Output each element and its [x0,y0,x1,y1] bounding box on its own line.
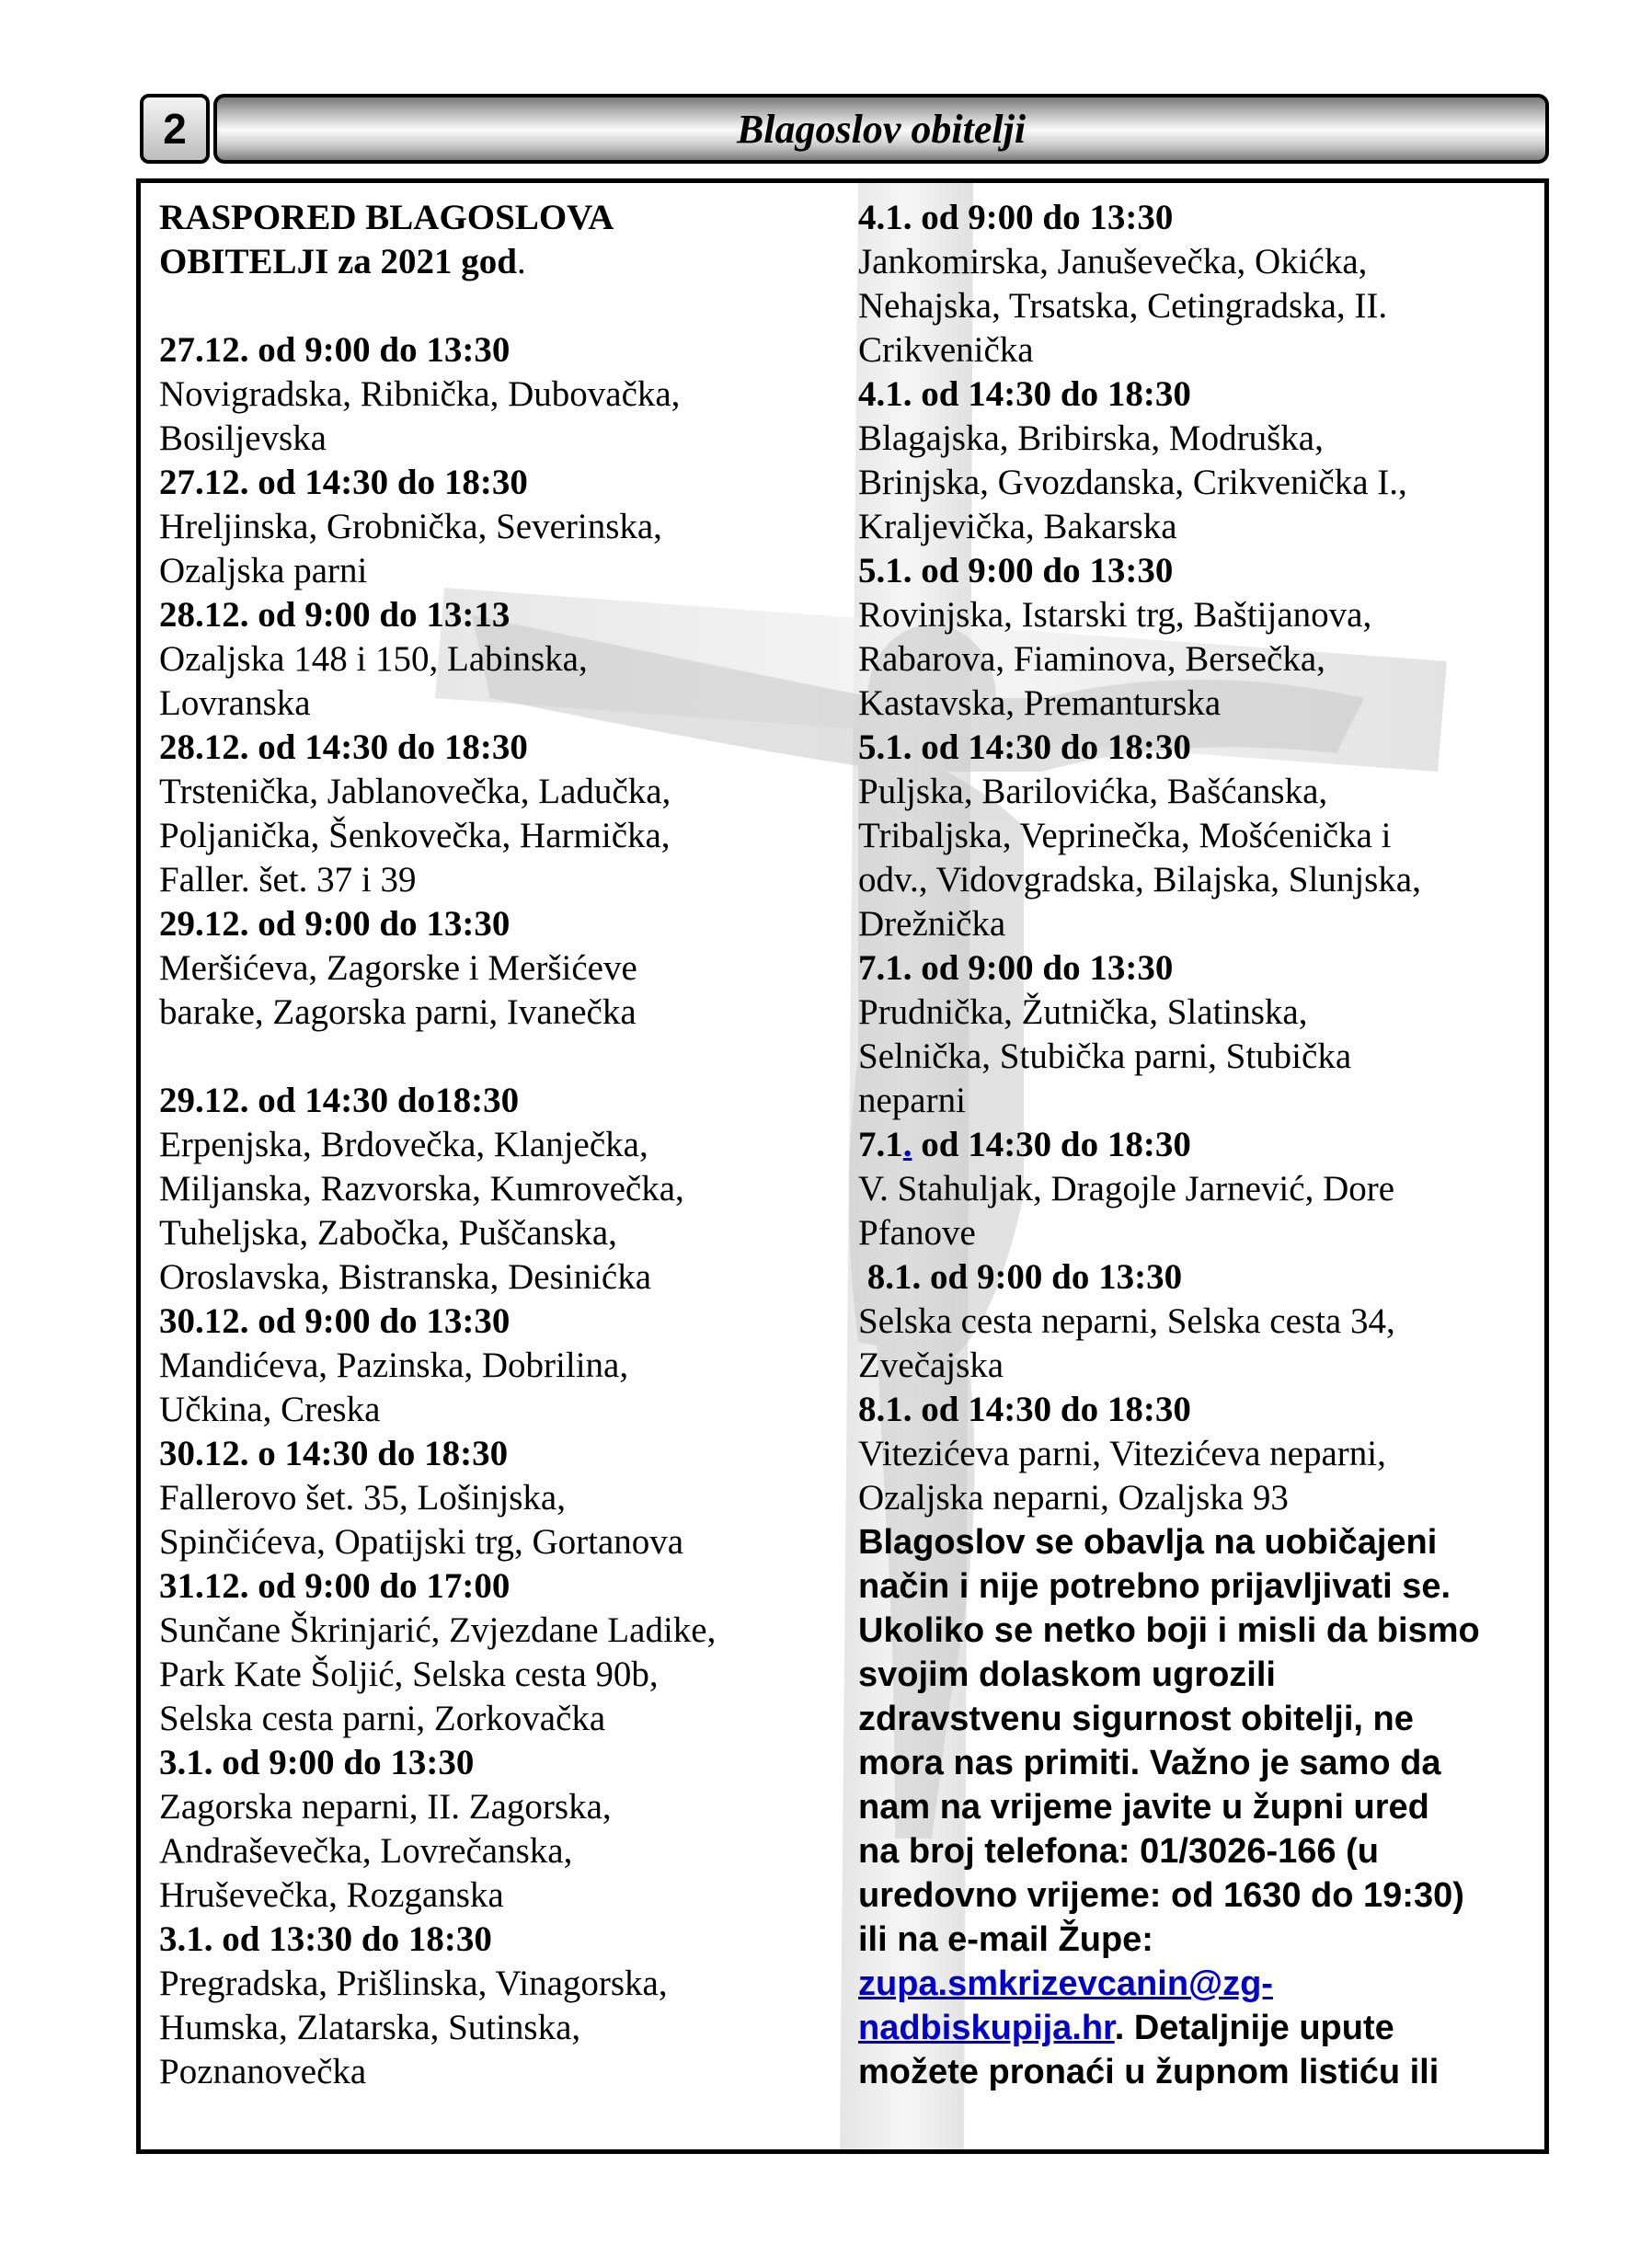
schedule-streets: Puljska, Barilovićka, Bašćanska, [858,772,1328,811]
notice-line: nam na vrijeme javite u župni ured [858,1788,1429,1827]
notice-line: uredovno vrijeme: od 1630 do 19:30) [858,1876,1464,1915]
page-number: 2 [163,105,187,153]
schedule-date: 27.12. od 14:30 do 18:30 [159,463,528,502]
schedule-streets: Fallerovo šet. 35, Lošinjska, [159,1478,566,1518]
schedule-date: 4.1. od 9:00 do 13:30 [858,198,1174,237]
schedule-streets: Poljanička, Šenkovečka, Harmička, [159,816,671,855]
schedule-streets: barake, Zagorska parni, Ivanečka [159,992,637,1032]
schedule-streets: Hreljinska, Grobnička, Severinska, [159,507,662,546]
notice-line: na broj telefona: 01/3026-166 (u [858,1832,1379,1871]
schedule-streets: Vitezićeva parni, Vitezićeva neparni, [858,1434,1386,1473]
schedule-title-line2: OBITELJI za 2021 god. [159,242,526,281]
schedule-streets: Spinčićeva, Opatijski trg, Gortanova [159,1522,684,1562]
schedule-streets: Rovinjska, Istarski trg, Baštijanova, [858,595,1372,635]
schedule-streets: Meršićeva, Zagorske i Meršićeve [159,948,637,988]
schedule-streets: Pfanove [858,1213,976,1253]
schedule-streets: Prudnička, Žutnička, Slatinska, [858,992,1308,1032]
schedule-streets: Faller. šet. 37 i 39 [159,860,417,899]
section-title-bar [213,94,1549,164]
schedule-date: 7.1. od 9:00 do 13:30 [858,948,1174,988]
schedule-streets: Lovranska [159,683,311,723]
notice-line: zdravstvenu sigurnost obitelji, ne [858,1700,1414,1738]
schedule-streets: Oroslavska, Bistranska, Desinićka [159,1257,652,1297]
schedule-date: 3.1. od 13:30 do 18:30 [159,1919,492,1959]
notice-line: Ukoliko se netko boji i misli da bismo [858,1611,1480,1650]
schedule-streets: Ozaljska parni [159,551,368,590]
notice-line: ili na e-mail Župe: [858,1920,1153,1959]
email-link-continued[interactable]: nadbiskupija.hr [858,2009,1115,2047]
schedule-date: 3.1. od 9:00 do 13:30 [159,1743,475,1782]
schedule-streets: Erpenjska, Brdovečka, Klanječka, [159,1125,648,1164]
section-title: Blagoslov obitelji [736,106,1027,152]
notice-line: svojim dolaskom ugrozili [858,1655,1276,1694]
schedule-streets: Crikvenička [858,330,1034,370]
schedule-streets: Nehajska, Trsatska, Cetingradska, II. [858,286,1388,326]
schedule-streets: Hruševečka, Rozganska [159,1875,504,1915]
schedule-date: 8.1. od 14:30 do 18:30 [858,1390,1191,1429]
schedule-date: 28.12. od 14:30 do 18:30 [159,727,528,767]
schedule-streets: Poznanovečka [159,2052,367,2091]
date-hyperlink[interactable]: . [902,1125,912,1164]
schedule-streets: Sunčane Škrinjarić, Zvjezdane Ladike, [159,1610,717,1650]
schedule-streets: Učkina, Creska [159,1390,381,1429]
schedule-streets: Zvečajska [858,1346,1004,1385]
page-number-box [140,94,210,164]
schedule-streets: Humska, Zlatarska, Sutinska, [159,2008,581,2047]
schedule-date: 5.1. od 14:30 do 18:30 [858,727,1191,767]
schedule-streets: Kastavska, Premanturska [858,683,1222,723]
schedule-date: 8.1. od 9:00 do 13:30 [858,1257,1183,1297]
schedule-date: 29.12. od 9:00 do 13:30 [159,904,510,944]
schedule-streets: Trstenička, Jablanovečka, Ladučka, [159,772,671,811]
schedule-date: 30.12. o 14:30 do 18:30 [159,1434,509,1473]
schedule-streets: Kraljevička, Bakarska [858,507,1177,546]
notice-line: možete pronaći u župnom listiću ili [858,2053,1440,2091]
schedule-streets: Jankomirska, Januševečka, Okićka, [858,242,1368,281]
schedule-streets: odv., Vidovgradska, Bilajska, Slunjska, [858,860,1421,899]
schedule-date: 27.12. od 9:00 do 13:30 [159,330,510,370]
notice-line: Blagoslov se obavlja na uobičajeni [858,1523,1438,1562]
schedule-streets: V. Stahuljak, Dragojle Jarnević, Dore [858,1169,1395,1208]
schedule-date: 31.12. od 9:00 do 17:00 [159,1566,510,1606]
schedule-streets: Andraševečka, Lovrečanska, [159,1831,573,1871]
schedule-date: 4.1. od 14:30 do 18:30 [858,374,1191,414]
schedule-streets: Novigradska, Ribnička, Dubovačka, [159,374,681,414]
schedule-streets: Ozaljska 148 i 150, Labinska, [159,639,588,679]
schedule-streets: Mandićeva, Pazinska, Dobrilina, [159,1346,629,1385]
schedule-streets: Drežnička [858,904,1006,944]
schedule-title-line1: RASPORED BLAGOSLOVA [159,198,614,237]
schedule-streets: Bosiljevska [159,418,327,458]
notice-line: mora nas primiti. Važno je samo da [858,1744,1441,1782]
schedule-date: 7.1. od 14:30 do 18:30 [858,1125,1191,1164]
schedule-streets: Rabarova, Fiaminova, Bersečka, [858,639,1325,679]
notice-line: način i nije potrebno prijavljivati se. [858,1567,1451,1606]
content-frame [136,178,1549,2154]
schedule-streets: Pregradska, Prišlinska, Vinagorska, [159,1964,668,2003]
schedule-streets: Selska cesta neparni, Selska cesta 34, [858,1301,1395,1341]
right-column [858,196,1549,2094]
schedule-streets: Blagajska, Bribirska, Modruška, [858,418,1324,458]
schedule-date: 30.12. od 9:00 do 13:30 [159,1301,510,1341]
schedule-streets: Ozaljska neparni, Ozaljska 93 [858,1478,1289,1518]
schedule-date: 28.12. od 9:00 do 13:13 [159,595,510,635]
notice-email-line2: nadbiskupija.hr. Detaljnije upute [858,2009,1394,2047]
schedule-streets: Tribaljska, Veprinečka, Mošćenička i [858,816,1392,855]
schedule-streets: Park Kate Šoljić, Selska cesta 90b, [159,1655,659,1694]
left-column [159,196,840,2094]
schedule-streets: Tuheljska, Zabočka, Puščanska, [159,1213,617,1253]
schedule-streets: Zagorska neparni, II. Zagorska, [159,1787,612,1827]
notice-email-line1 [858,1962,1549,2006]
email-link[interactable]: zupa.smkrizevcanin@zg- [858,1964,1273,2003]
schedule-streets: neparni [858,1081,966,1120]
schedule-date: 5.1. od 9:00 do 13:30 [858,551,1174,590]
schedule-streets: Selnička, Stubička parni, Stubička [858,1037,1352,1076]
schedule-streets: Selska cesta parni, Zorkovačka [159,1699,606,1738]
schedule-streets: Miljanska, Razvorska, Kumrovečka, [159,1169,684,1208]
schedule-streets: Brinjska, Gvozdanska, Crikvenička I., [858,463,1407,502]
schedule-date: 29.12. od 14:30 do18:30 [159,1081,520,1120]
blessing-notice [858,1520,1549,2094]
